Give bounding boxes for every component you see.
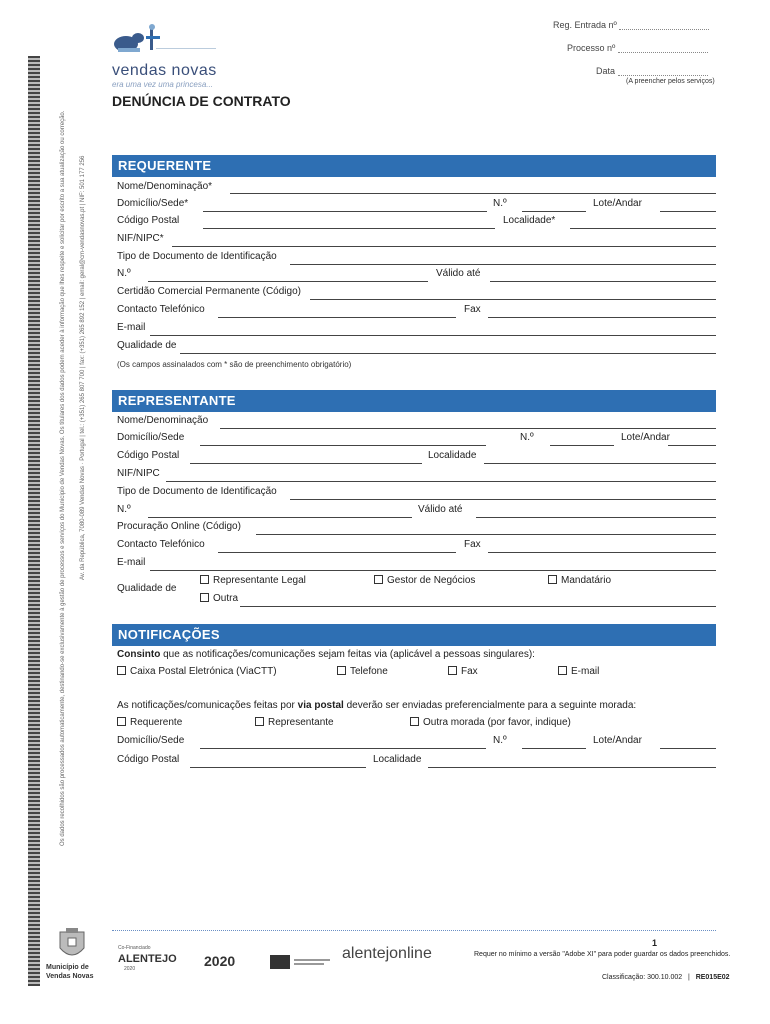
rep-opt-gestor[interactable] [374,575,475,586]
not-domicilio-label: Domicílio/Sede [117,735,185,746]
rep-n-doc-field[interactable] [148,517,412,518]
rep-codigo-postal-field[interactable] [190,463,422,464]
section-representante [112,390,716,412]
req-qualidade-label: Qualidade de [117,340,177,351]
req-certidao-label: Certidão Comercial Permanente (Código) [117,286,301,297]
via-postal-post: deverão ser enviadas preferencialmente para a seguinte morada: [343,700,637,711]
side-barcode-strip [28,56,40,986]
section-notificacoes-heading: NOTIFICAÇÕES [118,627,220,642]
rep-nif-field[interactable] [166,481,716,482]
req-domicilio-label: Domicílio/Sede* [117,198,189,209]
checkbox-icon[interactable] [548,575,557,584]
req-codigo-postal-label: Código Postal [117,215,180,226]
not-opt-requerente[interactable] [117,717,182,728]
rep-procuracao-field[interactable] [256,534,716,535]
not-opt-fax[interactable] [448,666,478,677]
req-lote-label: Lote/Andar [593,198,642,209]
req-nif-label: NIF/NIPC* [117,233,164,244]
consinto-bold: Consinto [117,649,161,660]
not-opt-representante-label: Representante [268,717,334,728]
rep-valido-label: Válido até [418,504,463,515]
req-contacto-field[interactable] [218,317,456,318]
rep-lote-label: Lote/Andar [621,432,670,443]
rep-codigo-postal-label: Código Postal [117,450,180,461]
req-tipo-doc-label: Tipo de Documento de Identificação [117,251,277,262]
rep-opt-outra-label: Outra [213,593,239,604]
eu-fund-logo-icon [270,955,332,969]
not-codigo-postal-label: Código Postal [117,754,180,765]
req-n-doc-label: N.º [117,268,131,279]
checkbox-icon[interactable] [200,593,209,602]
via-postal-pre: As notificações/comunicações feitas por [117,700,298,711]
req-n-doc-field[interactable] [148,281,428,282]
req-fax-label: Fax [464,304,481,315]
page-number: 1 [652,938,658,948]
rep-nome-label: Nome/Denominação [117,415,209,426]
req-nome-field[interactable] [230,193,716,194]
processo-label: Processo nº [567,43,616,53]
req-nif-field[interactable] [172,246,716,247]
logo-graphic-icon [112,22,222,60]
via-postal-text [117,700,636,711]
data-field[interactable] [596,66,708,76]
municipio-crest-icon [52,928,92,964]
not-opt-caixa[interactable] [117,666,277,677]
rep-fax-field[interactable] [488,552,716,553]
municipio-line2: Vendas Novas [46,973,94,980]
preencher-note: (A preencher pelos serviços) [626,78,715,85]
rep-procuracao-label: Procuração Online (Código) [117,521,241,532]
rep-n-doc-label: N.º [117,504,131,515]
req-codigo-postal-field[interactable] [203,228,495,229]
rep-outra-field[interactable] [240,606,716,607]
req-valido-field[interactable] [490,281,716,282]
rep-email-field[interactable] [150,570,716,571]
rep-localidade-field[interactable] [484,463,716,464]
page-title: DENÚNCIA DE CONTRATO [112,93,291,109]
rep-opt-legal-label: Representante Legal [213,575,306,586]
form-code: RE015E02 [695,974,730,981]
req-localidade-field[interactable] [570,228,716,229]
rep-nif-label: NIF/NIPC [117,468,160,479]
consinto-text [117,649,535,660]
checkbox-icon[interactable] [117,666,126,675]
rep-domicilio-field[interactable] [200,445,486,446]
req-contacto-label: Contacto Telefónico [117,304,205,315]
classificacao-separator: | [688,974,690,981]
not-opt-telefone[interactable] [337,666,388,677]
not-opt-telefone-label: Telefone [350,666,388,677]
alentejoonline-logo: alentejonline [342,945,432,962]
req-tipo-doc-field[interactable] [290,264,716,265]
footer-divider [112,930,716,931]
classificacao [602,974,730,981]
not-opt-representante[interactable] [255,717,334,728]
alentejo-logo: ALENTEJO [118,953,177,965]
classificacao-text: Classificação: 300.10.002 [602,974,683,981]
checkbox-icon[interactable] [374,575,383,584]
section-representante-heading: REPRESENTANTE [118,393,236,408]
checkbox-icon[interactable] [558,666,567,675]
brand-slogan: era uma vez uma princesa... [112,80,213,89]
not-codigo-postal-field[interactable] [190,767,366,768]
not-opt-requerente-label: Requerente [130,717,183,728]
reg-entrada-label: Reg. Entrada nº [553,20,617,30]
section-notificacoes [112,624,716,646]
rep-nome-field[interactable] [220,428,716,429]
section-requerente-heading: REQUERENTE [118,158,212,173]
rep-localidade-label: Localidade [428,450,477,461]
not-opt-caixa-label: Caixa Postal Eletrónica (ViaCTT) [130,666,277,677]
reg-entrada-field[interactable] [553,20,709,30]
side-contact-text: Av. da República, 7080-089 Vendas Novas · Portugal | tel.: (+351) 265 807 700 | fax: (+351) 265 892 152 | email: geral@cm-vendasnovas.pt | NIF: 501 177 256 [80,155,86,580]
rep-opt-gestor-label: Gestor de Negócios [387,575,476,586]
req-mandatory-note: (Os campos assinalados com * são de preenchimento obrigatório) [117,360,352,369]
rep-opt-mandatario-label: Mandatário [561,575,612,586]
req-numero-label: N.º [493,198,507,209]
portugal2020-logo: 2020 [204,953,236,969]
not-opt-outra-label: Outra morada (por favor, indique) [423,717,571,728]
checkbox-icon[interactable] [117,717,126,726]
brand-name: vendas novas [112,62,217,79]
not-opt-email-label: E-mail [571,666,600,677]
rep-lote-field[interactable] [668,445,716,446]
rep-domicilio-label: Domicílio/Sede [117,432,185,443]
rep-valido-field[interactable] [476,517,716,518]
rep-contacto-label: Contacto Telefónico [117,539,205,550]
req-valido-label: Válido até [436,268,481,279]
req-email-field[interactable] [150,335,716,336]
brand-logo [112,22,222,60]
consinto-rest: que as notificações/comunicações sejam feitas via (aplicável a pessoas singulares): [160,649,535,660]
not-opt-email[interactable] [558,666,599,677]
rep-contacto-field[interactable] [218,552,456,553]
req-numero-field[interactable] [522,211,586,212]
rep-qualidade-label: Qualidade de [117,583,177,594]
section-requerente [112,155,716,177]
rep-email-label: E-mail [117,557,146,568]
via-postal-bold: via postal [297,700,344,711]
checkbox-icon[interactable] [255,717,264,726]
checkbox-icon[interactable] [448,666,457,675]
not-opt-outra[interactable] [410,717,571,728]
rep-numero-field[interactable] [550,445,614,446]
processo-field[interactable] [567,43,708,53]
not-lote-field[interactable] [660,748,716,749]
alentejo-year: 2020 [124,966,136,972]
checkbox-icon[interactable] [410,717,419,726]
not-domicilio-field[interactable] [200,748,486,749]
req-lote-field[interactable] [660,211,716,212]
municipio-line1: Município de [46,964,89,971]
side-privacy-text: Os dados recolhidos são processados automaticamente, destinando-se exclusivamente à gestão de processos e serviços do Município de Vendas Novas. Os titulares dos dados podem aceder à informação que lhes respeite e solicitar por escrito a sua atualização ou correção. [60,110,66,846]
checkbox-icon[interactable] [200,575,209,584]
rep-tipo-doc-label: Tipo de Documento de Identificação [117,486,277,497]
rep-numero-label: N.º [520,432,534,443]
rep-opt-mandatario[interactable] [548,575,611,586]
cofinanciado-label: Co-Financiado [118,945,151,951]
rep-opt-legal[interactable] [200,575,306,586]
req-email-label: E-mail [117,322,146,333]
rep-tipo-doc-field[interactable] [290,499,716,500]
not-numero-field[interactable] [522,748,586,749]
not-opt-fax-label: Fax [461,666,478,677]
not-localidade-field[interactable] [428,767,716,768]
rep-opt-outra[interactable] [200,593,238,604]
not-numero-label: N.º [493,735,507,746]
not-lote-label: Lote/Andar [593,735,642,746]
req-fax-field[interactable] [488,317,716,318]
req-nome-label: Nome/Denominação* [117,181,213,192]
req-certidao-field[interactable] [310,299,716,300]
not-localidade-label: Localidade [373,754,422,765]
adobe-requirement: Requer no mínimo a versão "Adobe XI" para poder guardar os dados preenchidos. [474,951,731,958]
rep-fax-label: Fax [464,539,481,550]
checkbox-icon[interactable] [337,666,346,675]
data-label: Data [596,66,616,76]
req-localidade-label: Localidade* [503,215,556,226]
req-qualidade-field[interactable] [180,353,716,354]
req-domicilio-field[interactable] [203,211,487,212]
